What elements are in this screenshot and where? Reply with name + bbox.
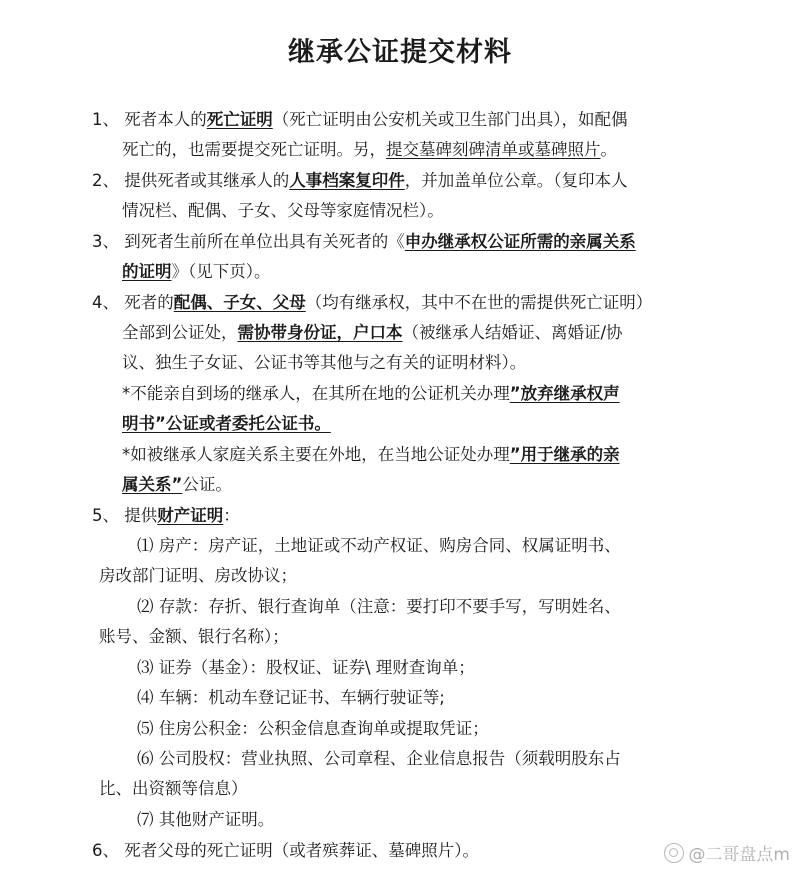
text: *不能亲自到场的继承人，在其所在地的公证机关办理 (122, 384, 510, 403)
item-5-sub-2-cont: 账号、金额、银行名称）； (99, 627, 289, 646)
text: （均有继承权，其中不在世的需提供死亡证明） (305, 293, 653, 312)
text: 全部到公证处， (122, 323, 238, 342)
text: *如被继承人家庭关系主要在外地，在当地公证处办理 (122, 445, 510, 464)
item-3-line-1 (92, 231, 636, 253)
item-3-line-2 (122, 261, 271, 283)
emphasis-death-certificate: 死亡证明 (206, 110, 273, 129)
item-4-line-1 (92, 292, 652, 314)
text: 4、 死者的 (92, 293, 174, 312)
text: 》（见下页）。 (171, 262, 271, 281)
emphasis-id-documents: 需协带身份证，户口本 (237, 323, 403, 342)
emphasis-kinship-proof-cont: 的证明 (122, 262, 172, 281)
weibo-style-logo-icon (664, 843, 684, 863)
item-5-sub-2: ⑵ 存款：存折、银行查询单（注意：要打印不要手写，写明姓名、 (137, 597, 621, 616)
document-title: 继承公证提交材料 (288, 37, 512, 68)
item-4-note-1-line-1 (122, 383, 620, 405)
watermark-text: @二哥盘点m (688, 845, 790, 865)
emphasis-personnel-file: 人事档案复印件 (289, 171, 405, 190)
text: （被继承人结婚证、离婚证/协 (402, 323, 623, 342)
text: （死亡证明由公安机关或卫生部门出具），如配偶 (272, 110, 628, 129)
text: 5、 提供 (92, 506, 158, 525)
emphasis-heirs: 配偶、子女、父母 (173, 293, 306, 312)
text: ： (223, 506, 240, 525)
text: ，并加盖单位公章。（复印本人 (404, 171, 628, 190)
item-4-line-3 (122, 352, 526, 374)
text: 2、 提供死者或其继承人的 (92, 171, 290, 190)
watermark (664, 840, 790, 865)
item-4-line-2 (122, 322, 623, 344)
item-5-sub-7: ⑺ 其他财产证明。 (137, 810, 275, 829)
text: 死亡的，也需要提交死亡证明。另， (122, 140, 386, 159)
emphasis-tombstone: 提交墓碑刻碑清单或墓碑照片 (386, 140, 601, 159)
text: 公证。 (182, 475, 232, 494)
item-4-note-2-line-1 (122, 444, 620, 466)
item-5-sub-6: ⑹ 公司股权：营业执照、公司章程、企业信息报告（须载明股东占 (137, 749, 621, 768)
item-6-line-1 (92, 840, 479, 862)
emphasis-renunciation: ”放弃继承权声 (509, 384, 620, 403)
text: 。 (600, 140, 617, 159)
item-5-sub-5: ⑸ 住房公积金：公积金信息查询单或提取凭证； (137, 719, 489, 738)
emphasis-kinship-notary-cont: 属关系” (122, 475, 183, 494)
text: 情况栏、配偶、子女、父母等家庭情况栏）。 (122, 201, 444, 220)
item-5-line-1 (92, 505, 240, 527)
item-5-sub-3: ⑶ 证券（基金）：股权证、证券\ 理财查询单； (137, 658, 475, 677)
emphasis-kinship-notary: ”用于继承的亲 (509, 445, 620, 464)
item-1-line-2 (122, 139, 617, 161)
item-1-line-1 (92, 109, 628, 131)
text: 3、 到死者生前所在单位出具有关死者的《 (92, 232, 405, 251)
text: 1、 死者本人的 (92, 110, 207, 129)
item-4-note-1-line-2 (122, 413, 331, 435)
item-5-sub-4: ⑷ 车辆：机动车登记证书、车辆行驶证等; (137, 688, 445, 707)
item-5-sub-6-cont: 比、出资额等信息） (99, 779, 248, 798)
item-4-note-2-line-2 (122, 474, 232, 496)
item-2-line-2 (122, 200, 444, 222)
item-5-sub-1: ⑴ 房产：房产证，土地证或不动产权证、购房合同、权属证明书、 (137, 536, 621, 555)
emphasis-renunciation-cont: 明书”公证或者委托公证书。 (122, 414, 331, 433)
item-5-sub-1-cont: 房改部门证明、房改协议； (99, 566, 297, 585)
emphasis-property-proof: 财产证明 (157, 506, 224, 525)
item-2-line-1 (92, 170, 628, 192)
emphasis-kinship-proof: 申办继承权公证所需的亲属关系 (404, 232, 636, 251)
text: 6、 死者父母的死亡证明（或者殡葬证、墓碑照片）。 (92, 841, 479, 860)
text: 议、独生子女证、公证书等其他与之有关的证明材料）。 (122, 353, 527, 372)
